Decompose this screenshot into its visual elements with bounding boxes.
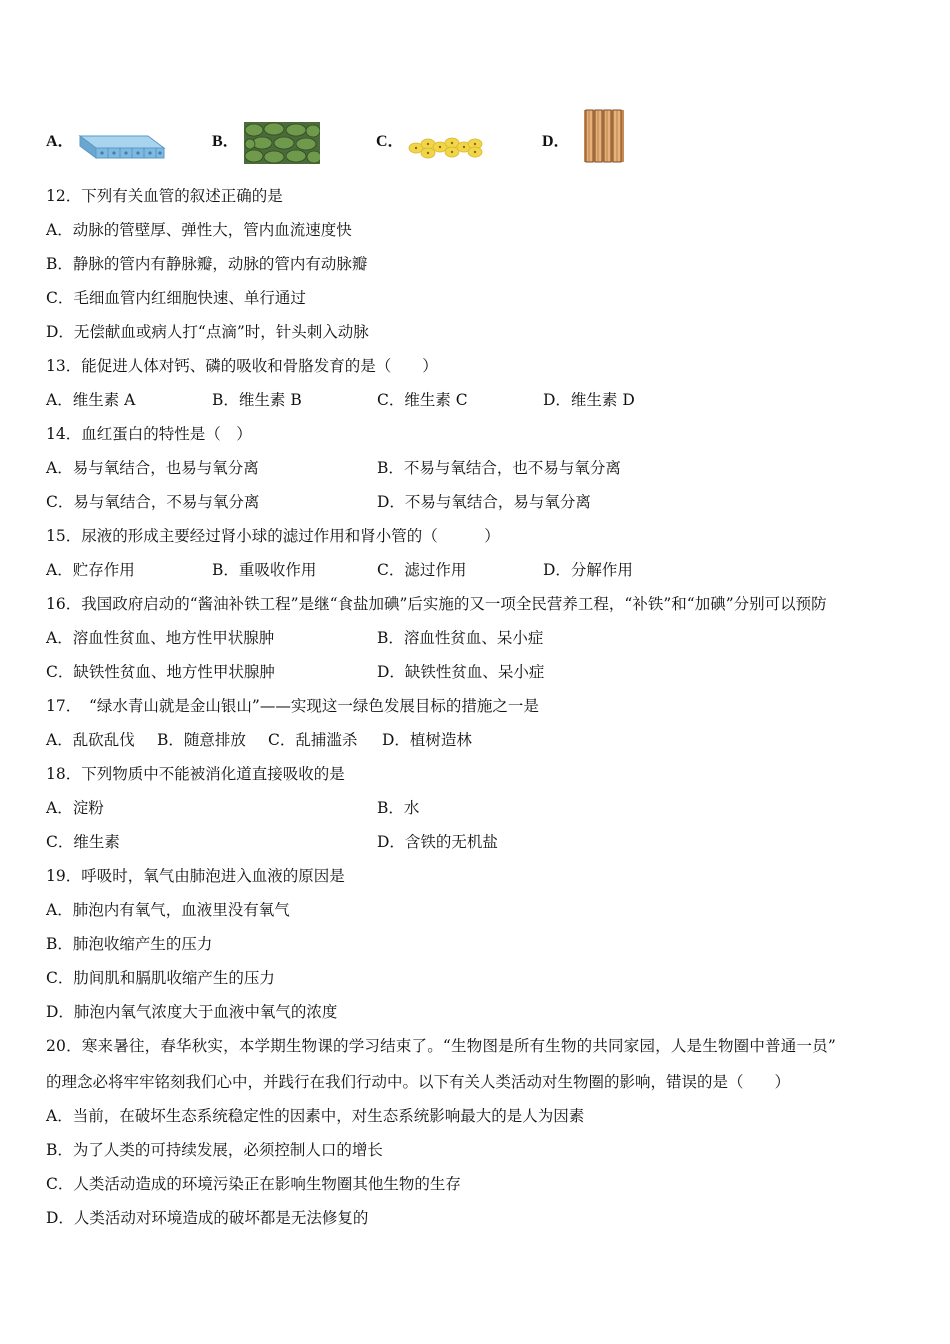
option-d: D．缺铁性贫血、呆小症: [377, 663, 545, 681]
option-b: B．不易与氧结合，也不易与氧分离: [377, 459, 621, 477]
question-13-stem: 13．能促进人体对钙、磷的吸收和骨胳发育的是（ ）: [46, 357, 438, 375]
option-label: B．: [212, 133, 239, 150]
question-19-option-c: C．肋间肌和膈肌收缩产生的压力: [46, 969, 275, 987]
option-label: D．: [542, 133, 570, 150]
question-12-option-b: B．静脉的管内有静脉瓣，动脉的管内有动脉瓣: [46, 255, 368, 273]
question-20-option-c: C．人类活动造成的环境污染正在影响生物圈其他生物的生存: [46, 1175, 461, 1193]
option-b: B．维生素 B: [212, 391, 302, 409]
q11-image-options: [46, 108, 906, 168]
question-14-stem: 14．血红蛋白的特性是（ ）: [46, 425, 252, 443]
muscle-tissue-icon: [244, 122, 320, 164]
option-d: D．含铁的无机盐: [377, 833, 498, 851]
question-19-option-b: B．肺泡收缩产生的压力: [46, 935, 213, 953]
option-c: C．缺铁性贫血、地方性甲状腺肿: [46, 663, 275, 681]
option-c: C．易与氧结合，不易与氧分离: [46, 493, 260, 511]
option-c: C．维生素 C: [377, 391, 468, 409]
question-19-option-d: D．肺泡内氧气浓度大于血液中氧气的浓度: [46, 1003, 338, 1021]
option-b: B．水: [377, 799, 420, 817]
question-19-stem: 19．呼吸时，氧气由肺泡进入血液的原因是: [46, 867, 345, 885]
question-19-option-a: A．肺泡内有氧气，血液里没有氧气: [46, 901, 290, 919]
question-16-stem: 16．我国政府启动的“酱油补铁工程”是继“食盐加碘”后实施的又一项全民营养工程，“补铁”和“加碘”分别可以预防: [46, 595, 827, 613]
option-d: D．植树造林: [382, 731, 472, 749]
question-20-option-b: B．为了人类的可持续发展，必须控制人口的增长: [46, 1141, 383, 1159]
question-15-stem: 15．尿液的形成主要经过肾小球的滤过作用和肾小管的（ ）: [46, 527, 500, 545]
option-b: B．重吸收作用: [212, 561, 317, 579]
option-label: A．: [46, 133, 74, 150]
option-c: C．乱捕滥杀: [268, 731, 358, 749]
option-d: D．分解作用: [543, 561, 633, 579]
wood-fiber-tissue-icon: [582, 108, 626, 164]
option-c: C．维生素: [46, 833, 120, 851]
question-12-option-a: A．动脉的管壁厚、弹性大，管内血流速度快: [46, 221, 352, 239]
option-label: C．: [376, 133, 404, 150]
option-a: A．易与氧结合，也易与氧分离: [46, 459, 259, 477]
squamous-epithelium-tissue-icon: [78, 126, 166, 162]
question-20-option-a: A．当前，在破坏生态系统稳定性的因素中，对生态系统影响最大的是人为因素: [46, 1107, 585, 1125]
option-c: C．滤过作用: [377, 561, 467, 579]
option-b: B．随意排放: [157, 731, 246, 749]
option-a: A．溶血性贫血、地方性甲状腺肿: [46, 629, 275, 647]
option-a: A．维生素 A: [46, 391, 136, 409]
question-12-option-d: D．无偿献血或病人打“点滴”时，针头刺入动脉: [46, 323, 369, 341]
question-20-stem: 20．寒来暑往，春华秋实，本学期生物课的学习结束了。“生物图是所有生物的共同家园，人是生物圈中普通一员”: [46, 1037, 836, 1055]
option-d: D．维生素 D: [543, 391, 635, 409]
question-12-stem: 12．下列有关血管的叙述正确的是: [46, 187, 283, 205]
option-d: D．不易与氧结合，易与氧分离: [377, 493, 591, 511]
question-20-stem-continued: 的理念必将牢牢铭刻我们心中，并践行在我们行动中。以下有关人类活动对生物圈的影响，错误的是（ ）: [46, 1073, 791, 1091]
cell-layer-icon: [408, 132, 484, 162]
question-12-option-c: C．毛细血管内红细胞快速、单行通过: [46, 289, 306, 307]
option-a: A．贮存作用: [46, 561, 135, 579]
question-17-stem: 17． “绿水青山就是金山银山”——实现这一绿色发展目标的措施之一是: [46, 697, 539, 715]
question-20-option-d: D．人类活动对环境造成的破坏都是无法修复的: [46, 1209, 369, 1227]
option-b: B．溶血性贫血、呆小症: [377, 629, 544, 647]
option-a: A．乱砍乱伐: [46, 731, 135, 749]
option-a: A．淀粉: [46, 799, 104, 817]
question-18-stem: 18．下列物质中不能被消化道直接吸收的是: [46, 765, 345, 783]
